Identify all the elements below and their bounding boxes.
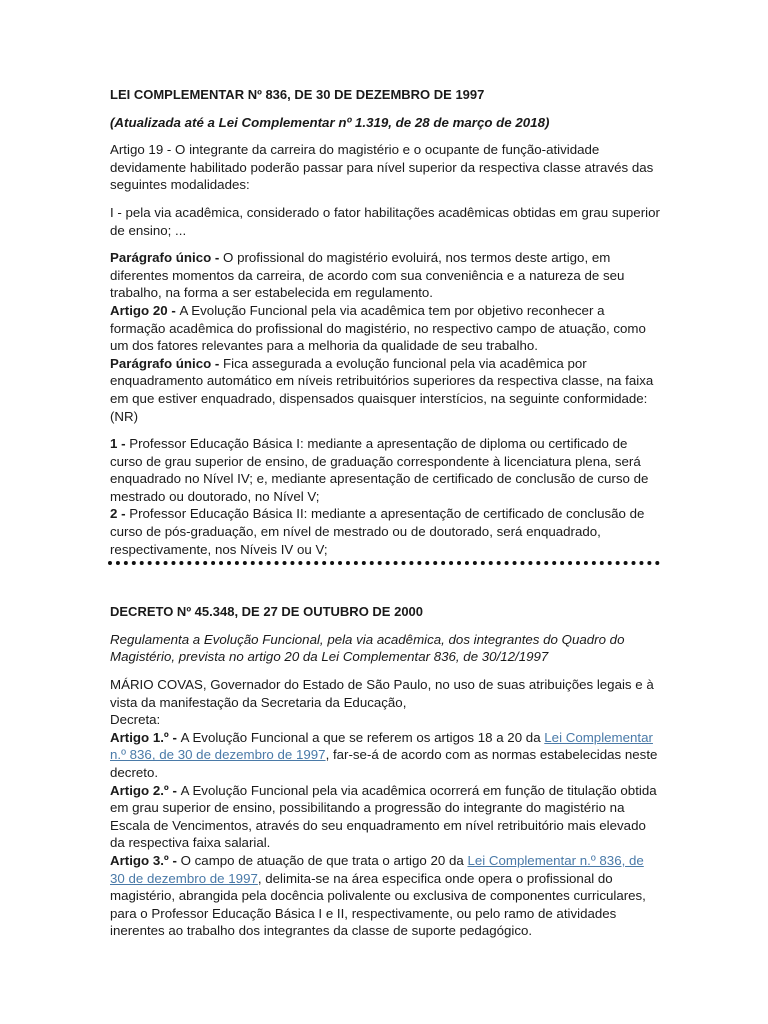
article-text-cont: , delimita-se na área especifica onde opera o profissional do magistério, abrangida pela docência polivalente ou exclusiva de componentes curriculares, para o Professor Educação Básica I e II, respectivamente, ou pelo ramo de atividades inerentes ao trabalho dos integrantes da classe de suporte pedagógico. <box>110 870 646 939</box>
item-text: Professor Educação Básica II: mediante a apresentação de certificado de conclusão de curso de pós-graduação, em nível de mestrado ou de doutorado, será enquadrado, respectivamente, nos Níveis IV ou V; <box>110 506 645 557</box>
law-link[interactable]: Lei Complementar n.º 836, de 30 de dezembro de 1997 <box>110 729 653 763</box>
article-label: Artigo 1.º - <box>110 729 181 745</box>
decree-article-2 <box>110 782 662 852</box>
decree-article-3 <box>110 852 662 940</box>
article-label: Artigo 2.º - <box>110 782 181 798</box>
item-label: 1 - <box>110 436 130 452</box>
article-19: Artigo 19 - O integrante da carreira do magistério e o ocupante de função-atividade devidamente habilitado poderão passar para nível superior da respectiva classe através das seguintes modalidades: <box>110 142 654 193</box>
article-text: A Evolução Funcional pela via acadêmica ocorrerá em função de titulação obtida em grau superior de ensino, possibilitando a progressão do integrante do magistério na Escala de Vencimentos, através do seu enquadramento em nível retribuitório mais elevado da respectiva faixa salarial. <box>110 782 657 851</box>
item-2 <box>110 505 662 558</box>
law-title: LEI COMPLEMENTAR Nº 836, DE 30 DE DEZEMBRO DE 1997 <box>110 87 485 102</box>
item-text: Professor Educação Básica I: mediante a apresentação de diploma ou certificado de curso de grau superior de ensino, de graduação correspondente à licenciatura plena, será enquadrado no Nível IV; e, mediante apresentação de certificado de conclusão de curso de mestrado ou doutorado, no Nível V; <box>110 436 649 504</box>
article-text-cont: , far-se-á de acordo com as normas estabelecidas neste decreto. <box>110 747 658 780</box>
decree-article-1 <box>110 729 662 782</box>
decree-title: DECRETO Nº 45.348, DE 27 DE OUTUBRO DE 2000 <box>110 604 424 620</box>
law-subtitle: (Atualizada até a Lei Complementar nº 1.319, de 28 de março de 2018) <box>110 114 550 130</box>
paragraph-text: Fica assegurada a evolução funcional pela via acadêmica por enquadramento automático em níveis retribuitórios superiores da respectiva classe, na faixa em que estiver enquadrado, dispensados quaisquer interstícios, na seguinte conformidade: (NR) <box>110 355 654 424</box>
paragraph-unico-1 <box>110 249 662 302</box>
article-label: Artigo 20 - <box>110 302 180 318</box>
article-20 <box>110 302 662 355</box>
paragraph-label: Parágrafo único - <box>110 355 224 371</box>
article-text: A Evolução Funcional a que se referem os artigos 18 a 20 da <box>180 729 545 745</box>
paragraph-text: O profissional do magistério evoluirá, nos termos deste artigo, em diferentes momentos da carreira, de acordo com sua conveniência e a natureza de seu trabalho, na forma a ser estabelecida em regulamento. <box>110 250 625 301</box>
item-label: 2 - <box>110 506 130 522</box>
article-text: A Evolução Funcional pela via acadêmica tem por objetivo reconhecer a formação acadêmica do profissional do magistério, no respectivo campo de atuação, como um dos fatores relevantes para a melhoria da qualidade de seu trabalho. <box>110 302 646 354</box>
article-label: Artigo 3.º - <box>110 852 181 868</box>
dotted-separator <box>108 561 660 565</box>
article-text: O campo de atuação de que trata o artigo 20 da <box>180 852 468 868</box>
law-link[interactable]: Lei Complementar n.º 836, de 30 de dezembro de 1997 <box>110 852 644 886</box>
paragraph-label: Parágrafo único - <box>110 250 224 266</box>
document-page <box>110 86 662 940</box>
decree-subtitle: Regulamenta a Evolução Funcional, pela via acadêmica, dos integrantes do Quadro do Magistério, prevista no artigo 20 da Lei Complementar 836, de 30/12/1997 <box>110 631 625 665</box>
decree-section <box>110 603 662 940</box>
item-i: I - pela via acadêmica, considerado o fator habilitações acadêmicas obtidas em grau superior de ensino; ... <box>110 204 660 238</box>
decree-preamble: MÁRIO COVAS, Governador do Estado de São Paulo, no uso de suas atribuições legais e à vista da manifestação da Secretaria da Educação, <box>110 677 654 710</box>
paragraph-unico-2 <box>110 355 662 425</box>
decree-decreta: Decreta: <box>110 712 161 728</box>
item-1 <box>110 435 662 505</box>
